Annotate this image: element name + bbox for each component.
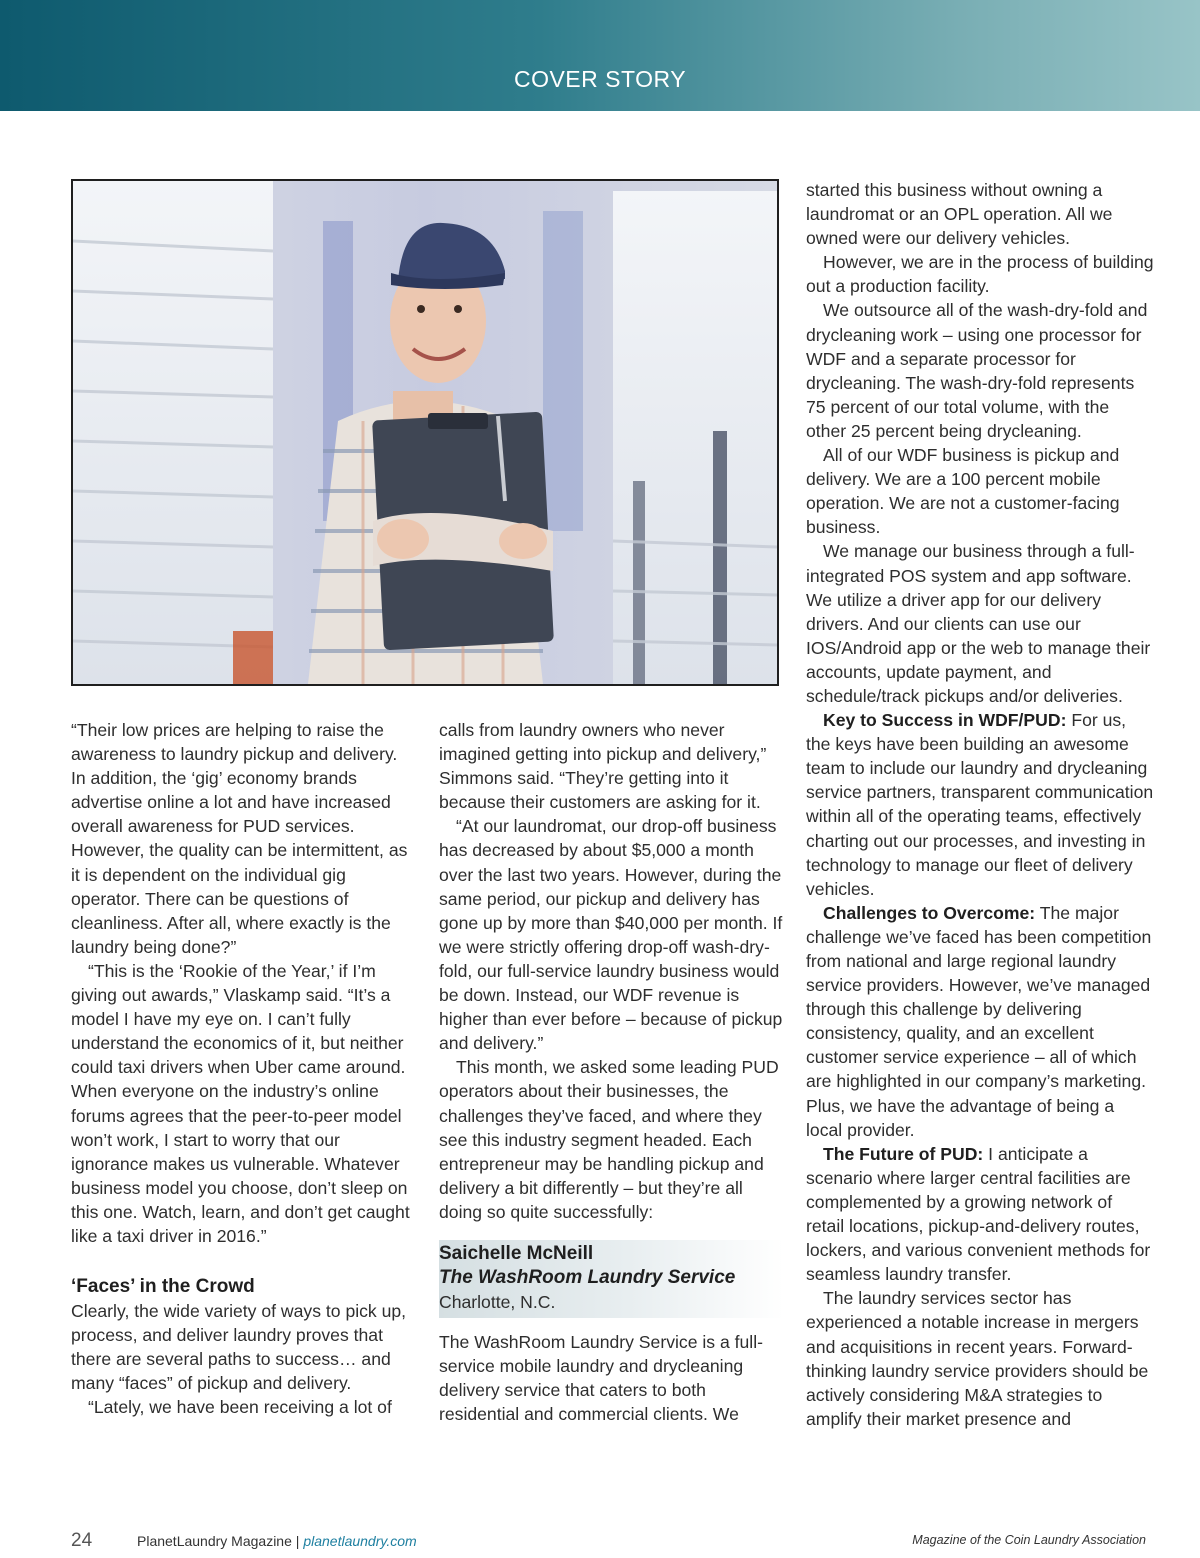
article-column-2 (439, 718, 784, 1426)
laundry-worker-illustration (73, 181, 777, 684)
section-subhead: ‘Faces’ in the Crowd (71, 1276, 255, 1298)
paragraph: The WashRoom Laundry Service is a full-service mobile laundry and drycleaning delivery service that caters to both residential and commercial clients. We (439, 1331, 763, 1425)
paragraph-lead-in: The Future of PUD: (823, 1143, 984, 1164)
paragraph: “Lately, we have been receiving a lot of (88, 1397, 392, 1418)
paragraph: “At our laundromat, our drop-off business has decreased by about $5,000 a month over the last two years. However, during the same period, our pickup and delivery has gone up by more than $40,000 per month. If we were strictly offering drop-off wash-dry-fold, our full-service laundry business would be down. Instead, our WDF revenue is higher than ever before – because of pickup and delivery.” (439, 816, 783, 1054)
profile-business: The WashRoom Laundry Service (439, 1266, 736, 1288)
footer-tagline: Magazine of the Coin Laundry Association (912, 1533, 1146, 1547)
paragraph-lead-in: Key to Success in WDF/PUD: (823, 710, 1067, 731)
profile-name: Saichelle McNeill (439, 1242, 594, 1264)
magazine-url-link[interactable]: planetlaundry.com (303, 1533, 417, 1549)
footer-separator: | (295, 1533, 300, 1549)
paragraph-text: For us, the keys have been building an awesome team to include our laundry and drycleaning service partners, transparent communication within all of the operating teams, effectively charting out our processes, and investing in technology to manage our fleet of delivery vehicles. (806, 710, 1154, 899)
paragraph: The laundry services sector has experienced a notable increase in mergers and acquisitions in recent years. Forward-thinking laundry service providers should be actively considering M&A strategies to amplify their market presence and (806, 1288, 1149, 1429)
paragraph (806, 901, 1154, 1142)
paragraph-text: I anticipate a scenario where larger central facilities are complemented by a growing network of retail locations, pickup-and-delivery routes, lockers, and various convenient methods for seamless laundry transfer. (806, 1143, 1151, 1285)
footer-magazine-credit (137, 1533, 417, 1549)
paragraph (806, 708, 1154, 901)
paragraph (806, 1142, 1154, 1287)
paragraph: “This is the ‘Rookie of the Year,’ if I’m giving out awards,” Vlaskamp said. “It’s a model I have my eye on. I can’t fully understand the economics of it, but neither could taxi drivers when Uber came around. When everyone on the industry’s online forums agrees that the peer-to-peer model won’t work, I start to worry that our ignorance makes us vulnerable. Whatever business model you choose, don’t sleep on this one. Watch, learn, and don’t get caught like a taxi driver in 2016.” (71, 960, 410, 1246)
article-column-1 (71, 718, 416, 1420)
section-title: COVER STORY (513, 66, 687, 92)
paragraph: We outsource all of the wash-dry-fold and drycleaning work – using one processor for WDF and a separate processor for drycleaning. The wash-dry-fold represents 75 percent of our total volume, with the other 25 percent being drycleaning. (806, 300, 1148, 441)
paragraph: However, we are in the process of building out a production facility. (806, 252, 1154, 297)
paragraph-lead-in: Challenges to Overcome: (823, 902, 1036, 923)
paragraph: calls from laundry owners who never imagined getting into pickup and delivery,” Simmons said. “They’re getting into it because their customers are asking for it. (439, 720, 767, 813)
paragraph: All of our WDF business is pickup and delivery. We are a 100 percent mobile operation. We are not a customer-facing business. (806, 445, 1120, 538)
profile-location: Charlotte, N.C. (439, 1291, 556, 1312)
paragraph-text: The major challenge we’ve faced has been competition from national and large regional laundry service providers. However, we’ve managed through this challenge by delivering consistency, quality, and an excellent customer service experience – all of which are highlighted in our company’s marketing. Plus, we have the advantage of being a local provider. (806, 902, 1152, 1140)
paragraph: started this business without owning a laundromat or an OPL operation. All we owned were our delivery vehicles. (806, 180, 1113, 249)
paragraph: We manage our business through a full-integrated POS system and app software. We utilize a driver app for our delivery drivers. And our clients can use our IOS/Android app or the web to manage their accounts, update payment, and schedule/track pickups and/or deliveries. (806, 541, 1151, 706)
paragraph: Clearly, the wide variety of ways to pick up, process, and deliver laundry proves that there are several paths to success… and many “faces” of pickup and delivery. (71, 1301, 407, 1394)
paragraph: “Their low prices are helping to raise the awareness to laundry pickup and delivery. In addition, the ‘gig’ economy brands advertise online a lot and have increased overall awareness for PUD services. However, the quality can be intermittent, as it is dependent on the individual gig operator. There can be questions of cleanliness. After all, where exactly is the laundry being done?” (71, 720, 408, 957)
cover-photo (71, 179, 779, 686)
section-header-bar (0, 0, 1200, 111)
paragraph: This month, we asked some leading PUD operators about their businesses, the challenges they’ve faced, and where they see this industry segment headed. Each entrepreneur may be handling pickup and delivery a bit differently – but they’re all doing so quite successfully: (439, 1057, 779, 1222)
magazine-name: PlanetLaundry Magazine (137, 1533, 292, 1549)
operator-profile-box (439, 1240, 784, 1318)
page-number: 24 (71, 1530, 93, 1551)
article-column-3 (806, 178, 1154, 1431)
